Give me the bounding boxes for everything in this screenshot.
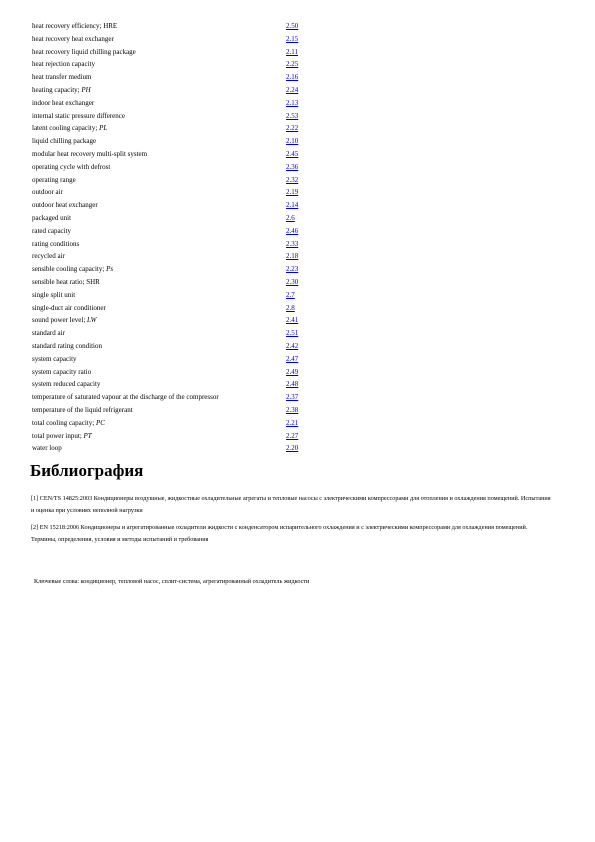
index-term-text: internal static pressure difference	[32, 111, 125, 120]
index-term	[32, 225, 71, 238]
index-reference-link[interactable]: 2.33	[286, 239, 299, 248]
index-reference-link[interactable]: 2.20	[286, 444, 299, 453]
index-row	[32, 20, 332, 33]
index-row	[32, 276, 332, 289]
index-reference-link[interactable]: 2.8	[286, 303, 295, 312]
index-term	[32, 250, 65, 263]
index-term-symbol: Ps	[106, 265, 114, 274]
index-row	[32, 199, 332, 212]
bibliography-entry: [2] EN 15218:2006 Кондиционеры и агрегатированные охладители жидкости с конденсатором испарительного охлаждения и с электрическими компрессорами для охлаждения помещений. Термины, определения, условия и методы испытаний и требования	[31, 524, 528, 543]
index-reference-link[interactable]: 2.42	[286, 341, 299, 350]
index-row	[32, 404, 332, 417]
index-row	[32, 430, 332, 443]
index-term	[32, 33, 114, 46]
index-term-text: heat recovery liquid chilling package	[32, 47, 136, 56]
index-term-text: water loop	[32, 444, 62, 453]
index-reference-link[interactable]: 2.7	[286, 290, 295, 299]
index-term	[32, 58, 95, 71]
index-reference-link[interactable]: 2.41	[286, 316, 299, 325]
index-term-text: heat transfer medium	[32, 73, 92, 82]
index-term-text: outdoor heat exchanger	[32, 201, 98, 210]
index-term-symbol: PT	[83, 431, 92, 440]
index-term	[32, 238, 79, 251]
index-term-text: temperature of the liquid refrigerant	[32, 405, 133, 414]
index-term	[32, 366, 91, 379]
index-reference-link[interactable]: 2.23	[286, 265, 299, 274]
index-row	[32, 340, 332, 353]
index-term	[32, 46, 136, 59]
index-term-text: total cooling capacity;	[32, 418, 96, 427]
index-reference-link[interactable]: 2.30	[286, 277, 299, 286]
index-term	[32, 186, 63, 199]
index-term	[32, 199, 98, 212]
index-term	[32, 84, 91, 97]
index-term-symbol: PH	[81, 85, 91, 94]
index-term-text: total power input;	[32, 431, 84, 440]
index-term-text: system reduced capacity	[32, 380, 101, 389]
index-row	[32, 110, 332, 123]
index-term-text: rating conditions	[32, 239, 80, 248]
index-term-text: sensible cooling capacity;	[32, 265, 107, 274]
index-reference-link[interactable]: 2.11	[286, 47, 298, 56]
index-row	[32, 186, 332, 199]
index-term	[32, 442, 62, 455]
index-reference-link[interactable]: 2.49	[286, 367, 299, 376]
index-term	[32, 378, 100, 391]
keywords: Ключевые слова: кондиционер, тепловой насос, сплит-система, агрегатированный охладитель жидкости	[34, 578, 310, 585]
index-row	[32, 378, 332, 391]
index-term	[32, 404, 133, 417]
index-reference-link[interactable]: 2.45	[286, 149, 299, 158]
index-row	[32, 366, 332, 379]
index-term-symbol: LW	[87, 316, 97, 325]
index-term	[32, 340, 102, 353]
index-reference-link[interactable]: 2.38	[286, 405, 299, 414]
index-term	[32, 97, 94, 110]
index-term-text: recycled air	[32, 252, 65, 261]
index-term	[32, 289, 75, 302]
index-term	[32, 148, 147, 161]
index-row	[32, 314, 332, 327]
index-term-text: operating cycle with defrost	[32, 162, 111, 171]
index-term	[32, 302, 106, 315]
index-term-text: operating range	[32, 175, 76, 184]
index-term	[32, 212, 71, 225]
index-reference-link[interactable]: 2.19	[286, 188, 299, 197]
index-term-text: sound power level;	[32, 316, 88, 325]
index-term	[32, 110, 125, 123]
index-row	[32, 71, 332, 84]
index-term	[32, 135, 96, 148]
index-reference-link[interactable]: 2.6	[286, 213, 295, 222]
index-term	[32, 430, 92, 443]
index-row	[32, 33, 332, 46]
index-row	[32, 353, 332, 366]
index-term-text: outdoor air	[32, 188, 63, 197]
index-reference-link[interactable]: 2.13	[286, 98, 299, 107]
index-reference-link[interactable]: 2.47	[286, 354, 299, 363]
index-reference-link[interactable]: 2.22	[286, 124, 299, 133]
index-term	[32, 263, 113, 276]
index-term	[32, 417, 105, 430]
index-reference-link[interactable]: 2.27	[286, 431, 299, 440]
bibliography-heading: Библиография	[30, 461, 144, 480]
index-reference-link[interactable]: 2.21	[286, 418, 299, 427]
index-term	[32, 327, 65, 340]
index-term-text: single-duct air conditioner	[32, 303, 106, 312]
index-row	[32, 417, 332, 430]
index-term-text: heating capacity;	[32, 85, 82, 94]
bibliography-entry: [1] СЕN/TS 14825:2003 Кондиционеры воздушные, жидкостные охладительные агрегаты и тепловые насосы с электрическими компрессорами для отопления и охлаждения помещений. Испытания и оценка при условиях неполной нагрузки	[31, 495, 551, 514]
index-row	[32, 148, 332, 161]
index-term-text: modular heat recovery multi-split system	[32, 149, 148, 158]
index-term-text: indoor heat exchanger	[32, 98, 95, 107]
index-row	[32, 225, 332, 238]
index-row	[32, 391, 332, 404]
index-term-symbol: PC	[95, 418, 105, 427]
index-row	[32, 174, 332, 187]
index-term	[32, 276, 100, 289]
index-reference-link[interactable]: 2.36	[286, 162, 299, 171]
index-reference-link[interactable]: 2.25	[286, 60, 299, 69]
index-term-text: system capacity	[32, 354, 77, 363]
index-reference-link[interactable]: 2.16	[286, 73, 299, 82]
index-term-text: system capacity ratio	[32, 367, 92, 376]
index-term-text: heat rejection capacity	[32, 60, 95, 69]
index-row	[32, 289, 332, 302]
index-term	[32, 161, 110, 174]
index-row	[32, 161, 332, 174]
index-term	[32, 391, 219, 404]
index-reference-link[interactable]: 2.15	[286, 34, 299, 43]
index-term-text: liquid chilling package	[32, 137, 97, 146]
index-row	[32, 135, 332, 148]
index-row	[32, 58, 332, 71]
index-row	[32, 302, 332, 315]
index-term	[32, 314, 96, 327]
index-term	[32, 71, 91, 84]
index-reference-link[interactable]: 2.14	[286, 201, 299, 210]
term-index	[32, 20, 332, 455]
index-reference-link[interactable]: 2.53	[286, 111, 299, 120]
index-row	[32, 97, 332, 110]
index-reference-link[interactable]: 2.24	[286, 85, 299, 94]
index-reference-link[interactable]: 2.18	[286, 252, 299, 261]
index-term-symbol: PL	[99, 124, 108, 133]
index-reference-link[interactable]: 2.32	[286, 175, 299, 184]
index-term-text: single split unit	[32, 290, 76, 299]
index-term-text: latent cooling capacity;	[32, 124, 100, 133]
index-row	[32, 212, 332, 225]
index-term-text: rated capacity	[32, 226, 72, 235]
index-row	[32, 250, 332, 263]
index-term-text: sensible heat ratio; SHR	[32, 277, 100, 286]
index-term	[32, 174, 76, 187]
index-term	[32, 122, 107, 135]
index-term-text: temperature of saturated vapour at the discharge of the compressor	[32, 393, 219, 402]
index-row	[32, 46, 332, 59]
index-row	[32, 263, 332, 276]
index-term	[32, 353, 77, 366]
index-term-text: standard rating condition	[32, 341, 102, 350]
index-reference-link[interactable]: 2.50	[286, 22, 299, 30]
index-reference-link[interactable]: 2.46	[286, 226, 299, 235]
index-row	[32, 238, 332, 251]
index-term	[32, 20, 117, 33]
index-row	[32, 442, 332, 455]
index-term-suffix: HRE	[103, 22, 118, 30]
index-row	[32, 327, 332, 340]
index-reference-link[interactable]: 2.37	[286, 393, 299, 402]
index-row	[32, 84, 332, 97]
index-reference-link[interactable]: 2.10	[286, 137, 299, 146]
index-term-text: standard air	[32, 329, 65, 338]
index-term-text: heat recovery heat exchanger	[32, 34, 114, 43]
index-reference-link[interactable]: 2.48	[286, 380, 299, 389]
index-term-text: packaged unit	[32, 213, 72, 222]
index-reference-link[interactable]: 2.51	[286, 329, 299, 338]
index-row	[32, 122, 332, 135]
index-term-text: heat recovery efficiency;	[32, 22, 104, 30]
